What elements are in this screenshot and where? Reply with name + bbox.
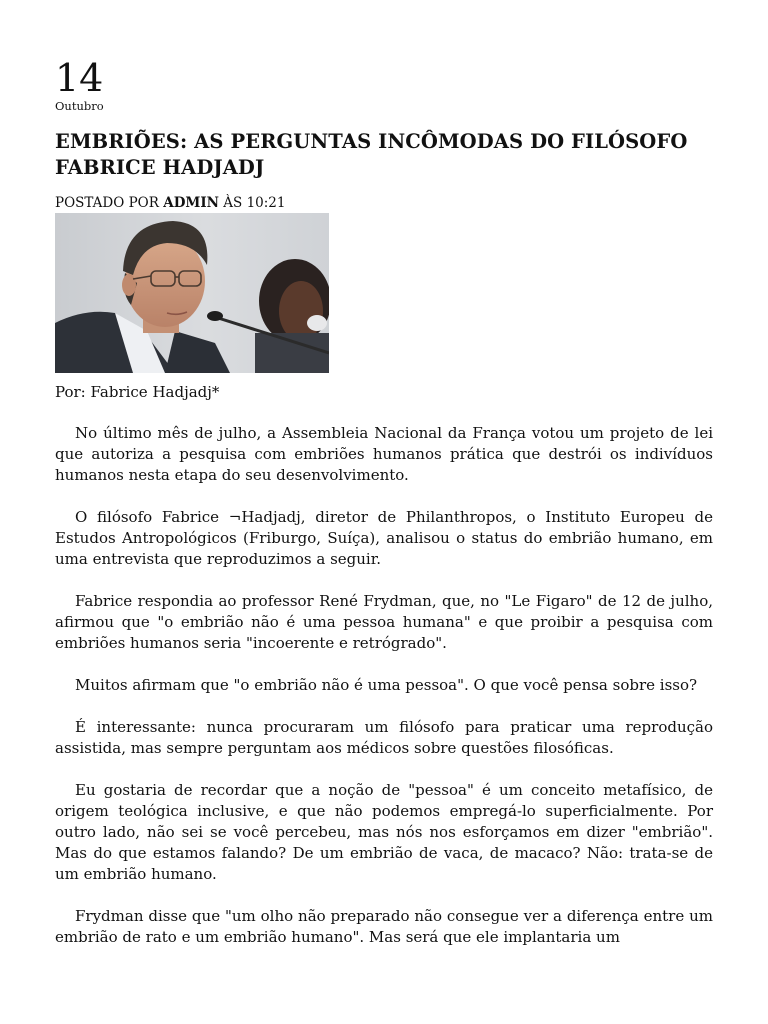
post-byline xyxy=(55,195,713,211)
post-title[interactable]: EMBRIÕES: AS PERGUNTAS INCÔMODAS DO FILÓSOFO FABRICE HADJADJ xyxy=(55,130,688,179)
article-paragraph: Muitos afirmam que "o embrião não é uma pessoa". O que você pensa sobre isso? xyxy=(75,676,698,694)
article-paragraph: Frydman disse que "um olho não preparado não consegue ver a diferença entre um embrião de rato e um embrião humano". Mas será que ele implantaria um xyxy=(55,907,713,946)
author-photo xyxy=(55,213,329,373)
post-date-month: Outubro xyxy=(55,99,104,113)
article-paragraph: É interessante: nunca procuraram um filósofo para praticar uma reprodução assistida, mas sempre perguntam aos médicos sobre questões filosóficas. xyxy=(55,718,713,757)
article-paragraph: No último mês de julho, a Assembleia Nacional da França votou um projeto de lei que autoriza a pesquisa com embriões humanos prática que destrói os indivíduos humanos nesta etapa do seu desenvolvimento. xyxy=(55,424,713,484)
article-paragraph: Fabrice respondia ao professor René Frydman, que, no "Le Figaro" de 12 de julho, afirmou que "o embrião não é uma pessoa humana" e que proibir a pesquisa com embriões humanos seria "incoerente e retrógrado". xyxy=(55,592,713,652)
byline-prefix: POSTADO POR xyxy=(55,195,164,211)
article-paragraph: O filósofo Fabrice ¬Hadjadj, diretor de Philanthropos, o Instituto Europeu de Estudos Antropológicos (Friburgo, Suíça), analisou o status do embrião humano, em uma entrevista que reproduzimos a seguir. xyxy=(55,508,713,568)
post-date-day: 14 xyxy=(55,56,104,100)
byline-author-link[interactable]: ADMIN xyxy=(163,195,219,211)
article-author-line: Por: Fabrice Hadjadj* xyxy=(55,383,220,401)
article-paragraph: Eu gostaria de recordar que a noção de "pessoa" é um conceito metafísico, de origem teológica inclusive, e que não podemos empregá-lo superficialmente. Por outro lado, não sei se você percebeu, mas nós nos esforçamos em dizer "embrião". Mas do que estamos falando? De um embrião de vaca, de macaco? Não: trata-se de um embrião humano. xyxy=(55,781,713,883)
byline-time: ÀS 10:21 xyxy=(219,195,286,211)
blog-post xyxy=(55,56,713,948)
